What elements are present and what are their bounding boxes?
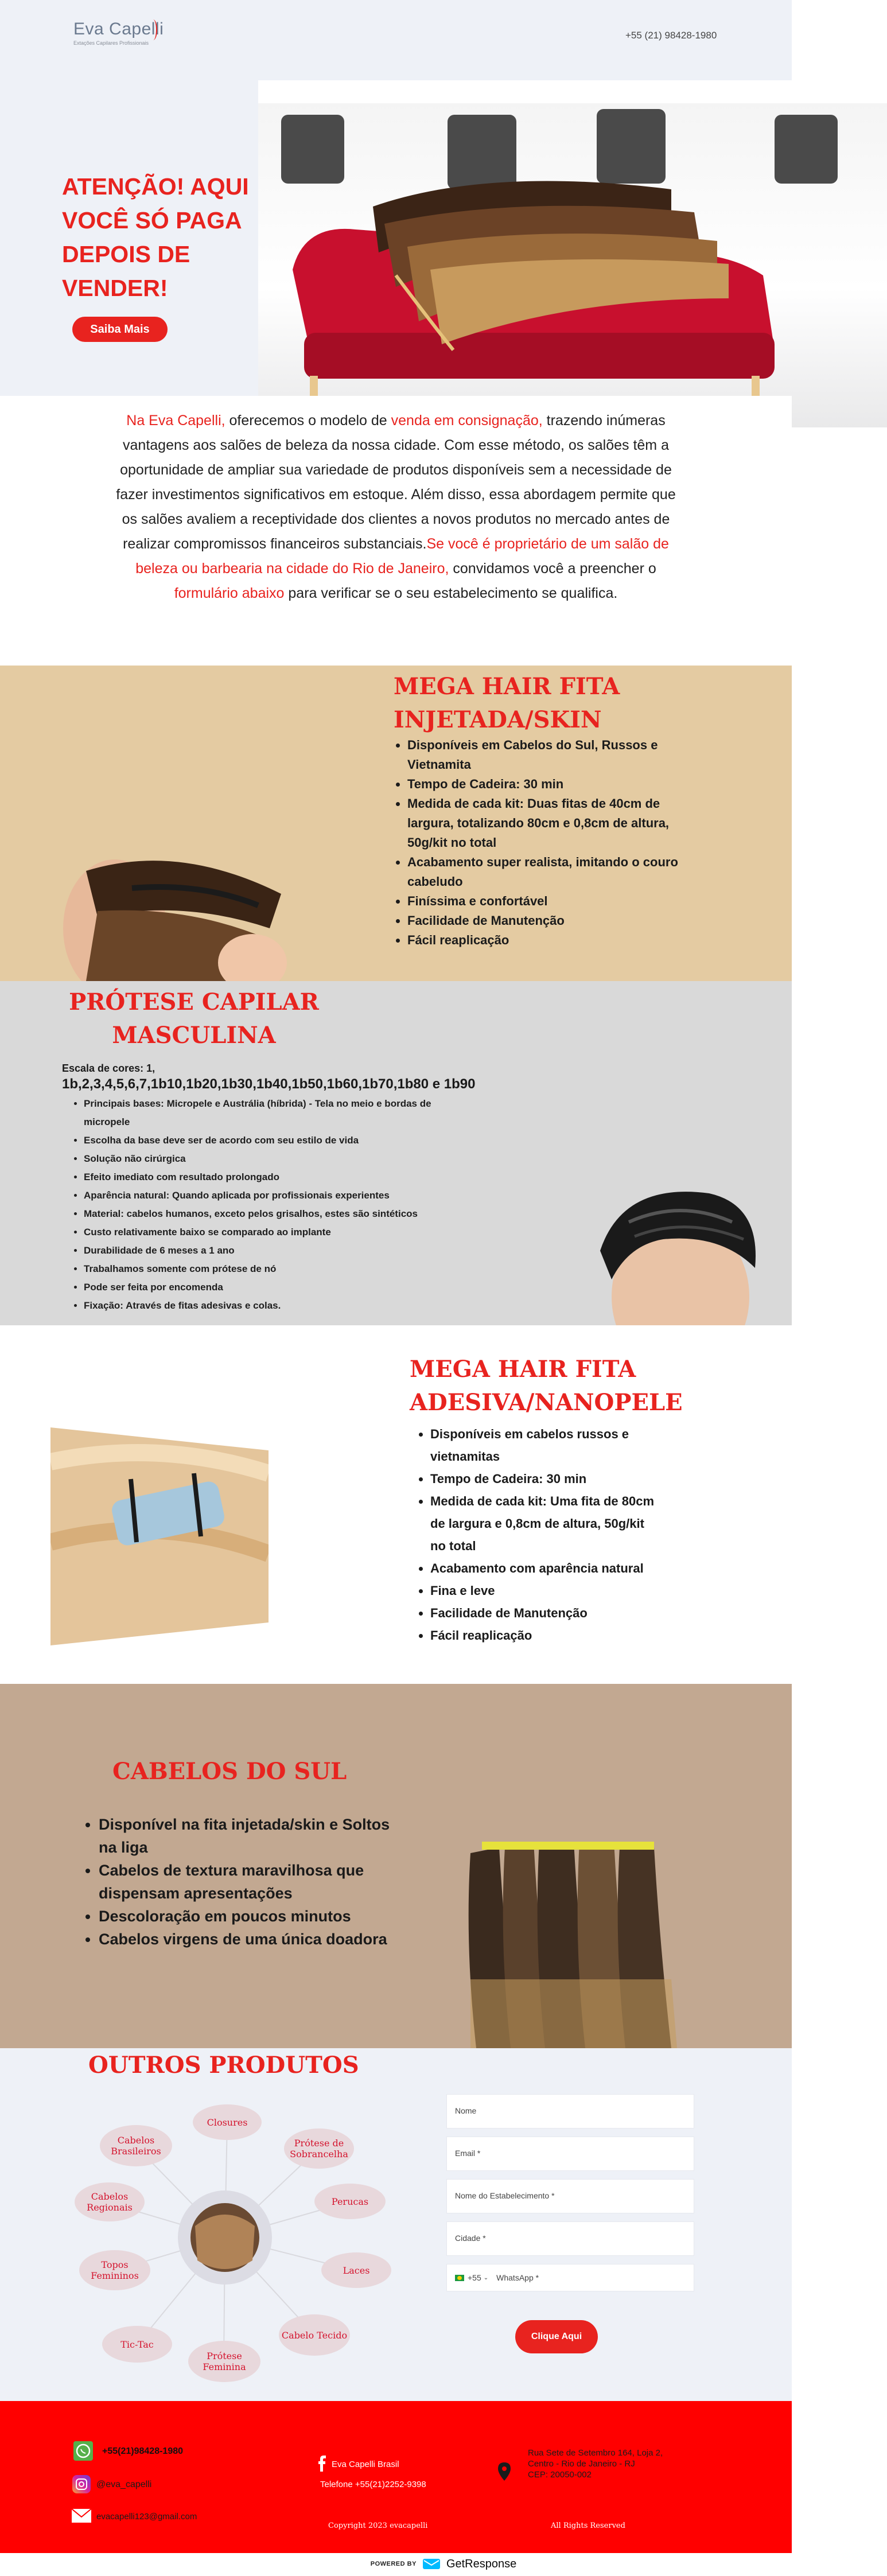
lead-form xyxy=(446,2094,694,2299)
hero-title: ATENÇÃO! AQUI VOCÊ SÓ PAGA DEPOIS DE VENDER! xyxy=(62,173,249,301)
intro-text-2: trazendo inúmeras vantagens aos salões de beleza da nossa cidade. Com esse método, os salões têm a oportunidade de ampliar sua variedade de produtos disponíveis sem a necessidade de fazer investimentos significativos em estoque. Além disso, essa abordagem permite que os salões avaliem a receptividade dos clientes a novos produtos no mercado antes de realizar compromissos financeiros substanciais. xyxy=(116,413,676,552)
country-code[interactable]: +55 xyxy=(468,2273,481,2282)
list-item: • Aparência natural: Quando aplicada por profissionais experientes xyxy=(84,1186,470,1205)
protese-scale-label: Escala de cores: 1, xyxy=(62,1063,155,1074)
list-item: • Pode ser feita por encomenda xyxy=(84,1278,470,1297)
list-item: • Trabalhamos somente com prótese de nó xyxy=(84,1260,470,1278)
email-icon xyxy=(71,2508,92,2523)
address-line: CEP: 20050-002 xyxy=(528,2470,592,2480)
list-item: • Facilidade de Manutenção xyxy=(430,1602,659,1624)
list-item: • Disponíveis em Cabelos do Sul, Russos e Vietnamita xyxy=(407,736,682,775)
list-item: • Efeito imediato com resultado prolongado xyxy=(84,1168,470,1186)
city-field[interactable]: Cidade * xyxy=(446,2221,694,2256)
cabelos-sul-image xyxy=(453,1830,694,2048)
intro-text-1: oferecemos o modelo de xyxy=(225,413,391,429)
list-item: • Cabelos de textura maravilhosa que dispensam apresentações xyxy=(99,1859,407,1905)
hero-image xyxy=(258,80,887,427)
list-item: • Fina e leve xyxy=(430,1579,659,1602)
footer-rights: All Rights Reserved xyxy=(551,2521,625,2530)
protese-features xyxy=(69,1095,470,1315)
powered-by-badge[interactable] xyxy=(314,2555,573,2573)
list-item: • Disponível na fita injetada/skin e Soltos na liga xyxy=(99,1813,407,1859)
saiba-mais-button[interactable]: Saiba Mais xyxy=(72,317,168,342)
footer-copyright: Copyright 2023 evacapelli xyxy=(328,2521,428,2530)
list-item: • Acabamento super realista, imitando o couro cabeludo xyxy=(407,853,682,892)
list-item: • Durabilidade de 6 meses a 1 ano xyxy=(84,1242,470,1260)
cabelos-sul-features xyxy=(86,1813,407,1951)
list-item: • Medida de cada kit: Duas fitas de 40cm de largura, totalizando 80cm e 0,8cm de altura, 50g/kit no total xyxy=(407,794,682,853)
list-item: • Cabelos virgens de uma única doadora xyxy=(99,1928,407,1951)
adesiva-title: MEGA HAIR FITA ADESIVA/NANOPELE xyxy=(410,1356,683,1416)
intro-highlight: Se você é proprietário de um salão de beleza ou barbearia na cidade do Rio de Janeiro, xyxy=(135,536,669,577)
business-field[interactable]: Nome do Estabelecimento * xyxy=(446,2179,694,2213)
logo[interactable] xyxy=(73,20,165,55)
cabelos-sul-title: CABELOS DO SUL xyxy=(112,1758,347,1785)
list-item: • Solução não cirúrgica xyxy=(84,1150,470,1168)
list-item: • Finíssima e confortável xyxy=(407,892,682,911)
powered-by-label: POWERED BY xyxy=(370,2561,417,2567)
instagram-icon[interactable] xyxy=(72,2475,91,2493)
site-footer xyxy=(0,2401,792,2553)
adesiva-features xyxy=(418,1423,659,1647)
list-item: • Material: cabelos humanos, exceto pelos grisalhos, estes são sintéticos xyxy=(84,1205,470,1223)
whatsapp-field[interactable] xyxy=(446,2264,694,2291)
protese-scale: 1b,2,3,4,5,6,7,1b10,1b20,1b30,1b40,1b50,1b60,1b70,1b80 e 1b90 xyxy=(62,1076,476,1092)
getresponse-label: GetResponse xyxy=(446,2557,517,2570)
footer-facebook[interactable]: Eva Capelli Brasil xyxy=(332,2460,399,2469)
intro-text-3: convidamos você a preencher o xyxy=(449,561,656,577)
chevron-down-icon: ⌄ xyxy=(483,2274,489,2281)
footer-instagram[interactable]: @eva_capelli xyxy=(96,2480,152,2489)
brazil-flag-icon xyxy=(455,2275,464,2281)
name-field[interactable]: Nome xyxy=(446,2094,694,2128)
product-laces[interactable]: Laces xyxy=(321,2252,391,2288)
list-item: • Custo relativamente baixo se comparado ao implante xyxy=(84,1223,470,1242)
product-closures[interactable]: Closures xyxy=(193,2104,262,2140)
header-phone[interactable]: +55 (21) 98428-1980 xyxy=(625,30,717,41)
address-line: Rua Sete de Setembro 164, Loja 2, xyxy=(528,2448,663,2458)
footer-address xyxy=(528,2447,663,2480)
protese-title: PRÓTESE CAPILAR MASCULINA xyxy=(69,989,319,1049)
list-item: • Fácil reaplicação xyxy=(407,931,682,950)
logo-swirl-icon xyxy=(149,20,157,40)
product-tic-tac[interactable]: Tic-Tac xyxy=(102,2326,172,2363)
product-perucas[interactable]: Perucas xyxy=(314,2184,386,2219)
list-item: • Tempo de Cadeira: 30 min xyxy=(407,775,682,794)
product-topos-femininos[interactable]: Topos Femininos xyxy=(79,2250,150,2290)
protese-image xyxy=(577,1182,761,1325)
intro-text-4: para verificar se o seu estabelecimento se qualifica. xyxy=(284,585,618,601)
list-item: • Escolha da base deve ser de acordo com seu estilo de vida xyxy=(84,1131,470,1150)
logo-tagline: Extações Capilares Profissionais xyxy=(73,40,149,46)
product-protese-feminina[interactable]: Prótese Feminina xyxy=(188,2341,260,2382)
product-cabelo-tecido[interactable]: Cabelo Tecido xyxy=(279,2314,350,2356)
list-item: • Facilidade de Manutenção xyxy=(407,911,682,931)
footer-phone[interactable]: +55(21)98428-1980 xyxy=(102,2446,184,2456)
product-cabelos-regionais[interactable]: Cabelos Regionais xyxy=(75,2182,145,2221)
list-item: • Acabamento com aparência natural xyxy=(430,1557,659,1579)
mega-fita-image xyxy=(63,848,293,981)
location-pin-icon xyxy=(498,2462,511,2481)
list-item: • Principais bases: Micropele e Austrália (híbrida) - Tela no meio e bordas de micropele xyxy=(84,1095,470,1131)
address-line: Centro - Rio de Janeiro - RJ xyxy=(528,2459,635,2469)
product-cabelos-brasileiros[interactable]: Cabelos Brasileiros xyxy=(100,2125,172,2166)
footer-telefone[interactable]: Telefone +55(21)2252-9398 xyxy=(320,2480,426,2489)
intro-paragraph xyxy=(115,408,677,606)
getresponse-icon xyxy=(422,2558,441,2570)
adesiva-image xyxy=(50,1427,269,1645)
intro-consignacao-link: venda em consignação, xyxy=(391,413,543,429)
list-item: • Tempo de Cadeira: 30 min xyxy=(430,1468,659,1490)
facebook-icon[interactable] xyxy=(318,2456,326,2472)
mega-fita-title: MEGA HAIR FITA INJETADA/SKIN xyxy=(394,673,620,733)
product-protese-sobrancelha[interactable]: Prótese de Sobrancelha xyxy=(284,2128,354,2169)
mega-fita-features xyxy=(395,736,682,950)
list-item: • Disponíveis em cabelos russos e vietnamitas xyxy=(430,1423,659,1468)
list-item: • Fácil reaplicação xyxy=(430,1624,659,1647)
logo-name: Eva Capelli xyxy=(73,20,164,38)
form-link[interactable]: formulário abaixo xyxy=(174,585,285,601)
whatsapp-placeholder: WhatsApp * xyxy=(496,2273,539,2282)
intro-brand: Na Eva Capelli, xyxy=(126,413,225,429)
list-item: • Fixação: Através de fitas adesivas e colas. xyxy=(84,1297,470,1315)
list-item: • Medida de cada kit: Uma fita de 80cm de largura e 0,8cm de altura, 50g/kit no total xyxy=(430,1490,659,1557)
clique-aqui-button[interactable]: Clique Aqui xyxy=(515,2320,598,2353)
email-field[interactable]: Email * xyxy=(446,2137,694,2171)
products-wheel xyxy=(86,2088,396,2387)
list-item: • Descoloração em poucos minutos xyxy=(99,1905,407,1928)
outros-produtos-title: OUTROS PRODUTOS xyxy=(88,2052,359,2079)
footer-email[interactable]: evacapelli123@gmail.com xyxy=(96,2512,197,2521)
whatsapp-icon[interactable] xyxy=(73,2441,93,2461)
